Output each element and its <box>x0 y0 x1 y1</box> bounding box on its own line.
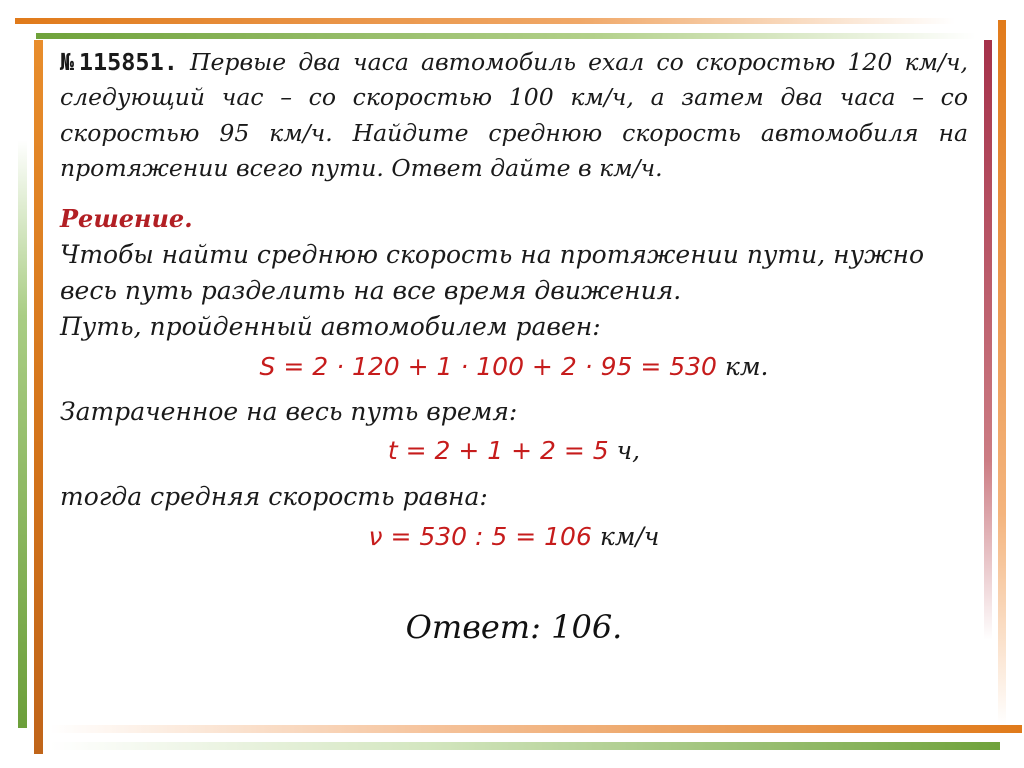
solution-title: Решение. <box>60 204 193 233</box>
formula-distance-expr: S = 2 · 120 + 1 · 100 + 2 · 95 = 530 <box>259 352 717 381</box>
solution-line-1: Чтобы найти среднюю скорость на протяжении пути, нужно <box>60 240 925 269</box>
formula-distance <box>60 352 968 381</box>
frame-left-green-bar <box>18 140 27 728</box>
problem-text: Первые два часа автомобиль ехал со скоростью 120 км/ч, следующий час – со скоростью 100 км/ч, а затем два часа – со скоростью 95 км/ч. Найдите среднюю скорость автомобиля на протяжении всего пути. Ответ дайте в км/ч. <box>60 48 968 182</box>
formula-speed-expr: ν = 530 : 5 = 106 <box>368 522 592 551</box>
solution-line-5: тогда средняя скорость равна: <box>60 482 488 511</box>
frame-bottom-orange-bar <box>50 725 1022 733</box>
solution-line-4: Затраченное на весь путь время: <box>60 397 518 426</box>
frame-bottom-green-bar <box>50 742 1000 750</box>
solution-line-2: весь путь разделить на все время движения. <box>60 276 682 305</box>
frame-left-orange-bar <box>34 40 43 754</box>
frame-top-green-bar <box>36 33 976 39</box>
answer-text: Ответ: 106. <box>405 608 623 646</box>
formula-time-unit: ч, <box>616 436 641 465</box>
formula-speed <box>60 522 968 551</box>
formula-time-expr: t = 2 + 1 + 2 = 5 <box>387 436 609 465</box>
formula-time <box>60 436 968 465</box>
frame-right-crimson-bar <box>984 40 992 640</box>
problem-statement <box>60 45 968 186</box>
frame-top-orange-bar <box>15 18 955 24</box>
problem-number: №115851. <box>60 48 178 76</box>
frame-right-orange-bar <box>998 20 1006 725</box>
formula-speed-unit: км/ч <box>599 522 660 551</box>
solution-line-3: Путь, пройденный автомобилем равен: <box>60 312 601 341</box>
formula-distance-unit: км. <box>724 352 769 381</box>
